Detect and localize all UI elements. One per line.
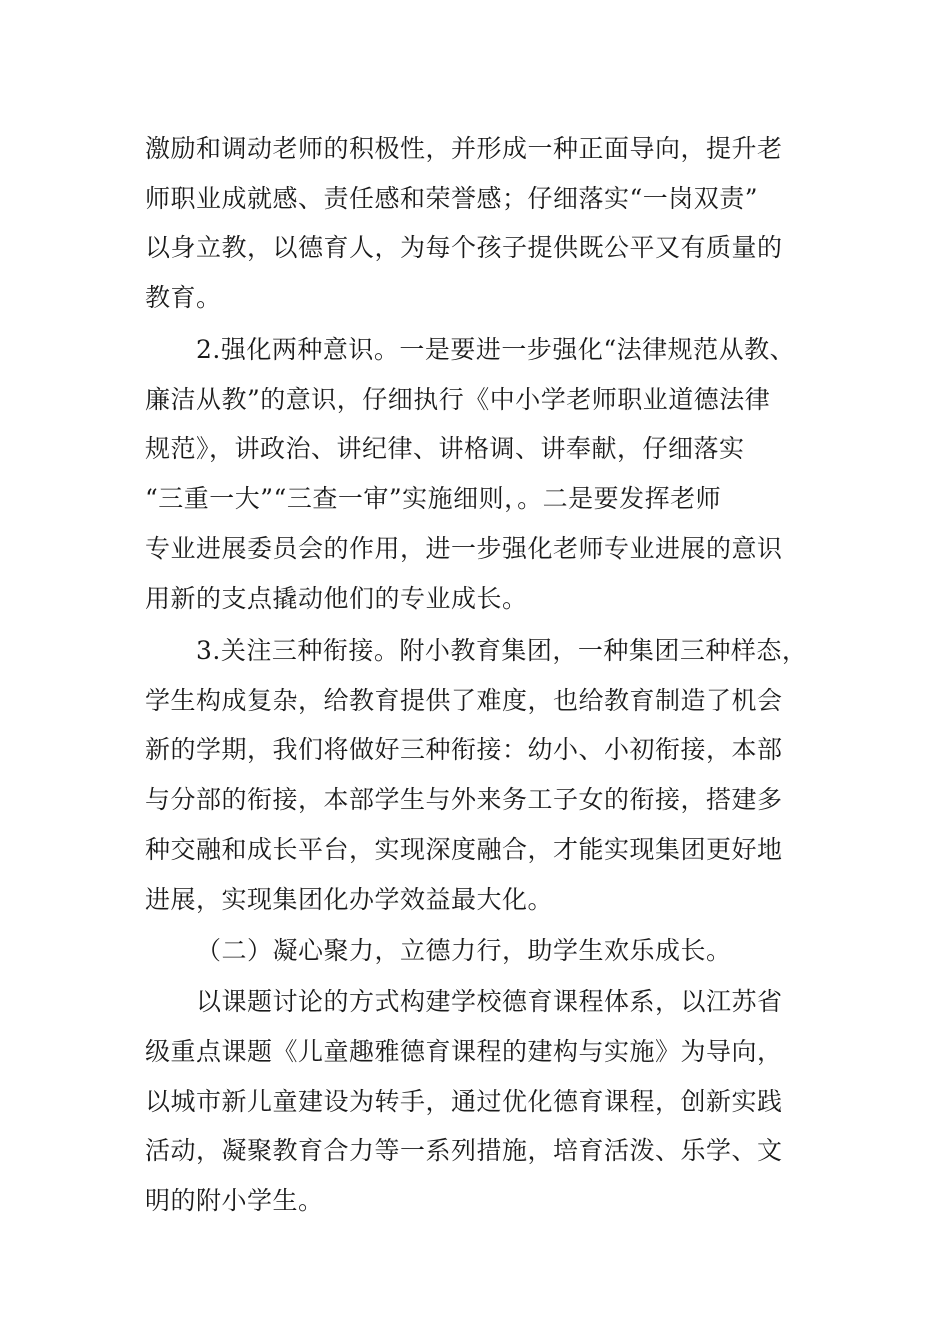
text-line: 种交融和成长平台，实现深度融合，才能实现集团更好地: [145, 835, 783, 864]
text-line: “三重一大”“三查一审”实施细则，。二是要发挥老师: [145, 484, 722, 513]
text-line: 规范》，讲政治、讲纪律、讲格调、讲奉献，仔细落实: [145, 434, 745, 463]
text-line: 级重点课题《儿童趣雅德育课程的建构与实施》为导向，: [145, 1037, 783, 1066]
text-line: 以身立教，以德育人，为每个孩子提供既公平又有质量的: [145, 233, 783, 262]
text-line: 专业进展委员会的作用，进一步强化老师专业进展的意识: [145, 534, 783, 563]
text-line: 与分部的衔接，本部学生与外来务工子女的衔接，搭建多: [145, 785, 783, 814]
text-line: 廉洁从教”的意识，仔细执行《中小学老师职业道德法律: [145, 385, 771, 414]
text-line: 新的学期，我们将做好三种衔接：幼小、小初衔接，本部: [145, 735, 783, 764]
text-line: 活动，凝聚教育合力等一系列措施，培育活泼、乐学、文: [145, 1136, 783, 1165]
section-heading: （二）凝心聚力，立德力行，助学生欢乐成长。: [196, 936, 732, 965]
text-line: 学生构成复杂，给教育提供了难度，也给教育制造了机会: [145, 686, 783, 715]
text-line: 激励和调动老师的积极性，并形成一种正面导向，提升老: [145, 134, 783, 163]
paragraph-start-line: 2.强化两种意识。一是要进一步强化“法律规范从教、: [196, 335, 796, 364]
paragraph-start-line: 以课题讨论的方式构建学校德育课程体系，以江苏省: [196, 987, 783, 1016]
paragraph-start-line: 3.关注三种衔接。附小教育集团，一种集团三种样态，: [196, 636, 808, 665]
text-line: 用新的支点撬动他们的专业成长。: [145, 584, 528, 613]
text-line: 以城市新儿童建设为转手，通过优化德育课程，创新实践: [145, 1087, 783, 1116]
text-line: 明的附小学生。: [145, 1186, 324, 1215]
text-line: 师职业成就感、责任感和荣誉感；仔细落实“一岗双责”: [145, 184, 759, 213]
text-line: 进展，实现集团化办学效益最大化。: [145, 885, 554, 914]
text-line: 教育。: [145, 283, 222, 312]
